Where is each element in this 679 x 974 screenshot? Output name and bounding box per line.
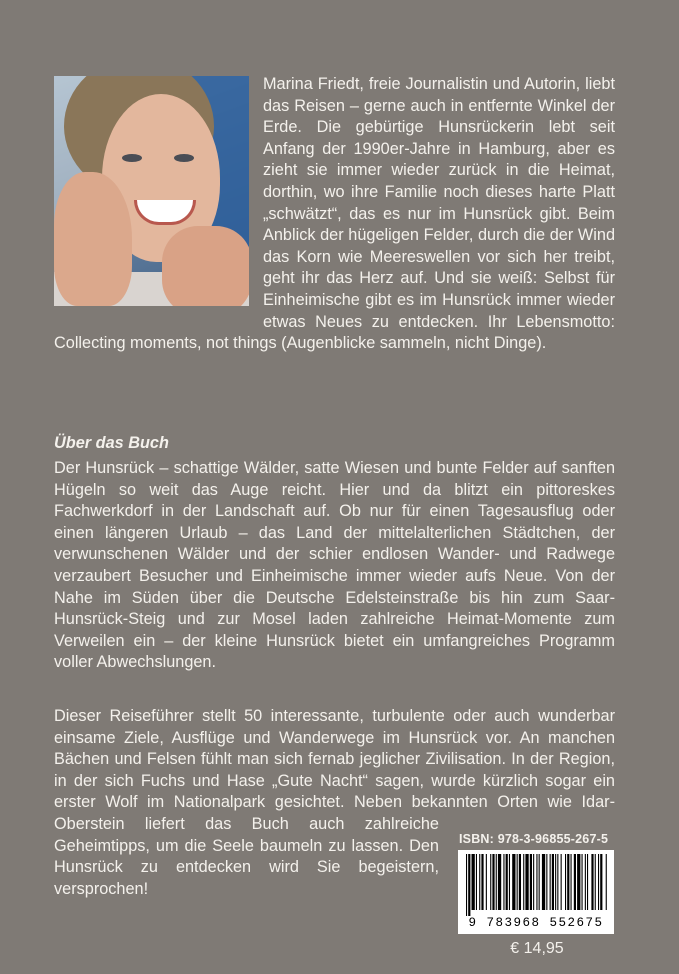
price: € 14,95 bbox=[510, 940, 564, 957]
author-bio-text: Marina Friedt, freie Journalistin und Autorin, liebt das Reisen – gerne auch in entfernte Winkel der Erde. Die gebürtige Hunsrückerin lebt seit Anfang der 1990er-Jahre in Hamburg, aber es zieht sie immer wieder zurück in die Heimat, dorthin, wo ihre Familie noch dieses harte Platt „schwätzt“, das es nur im Hunsrück gibt. Beim Anblick der hügeligen Felder, durch die der Wind das Korn wie Meereswellen vor sich her treibt, geht ihr das Herz auf. Und sie weiß: Selbst für Einheimische gibt es im Hunsrück immer wieder etwas Neues zu entdecken. Ihr Lebensmotto: Collecting moments, not things (Augenblicke sammeln, nicht Dinge). bbox=[54, 75, 615, 353]
about-paragraph-1 bbox=[54, 458, 615, 674]
about-heading: Über das Buch bbox=[54, 434, 169, 452]
isbn-label: ISBN: 978-3-96855-267-5 bbox=[459, 832, 609, 846]
barcode-digits: 9 783968 552675 bbox=[468, 916, 604, 930]
author-bio bbox=[54, 74, 615, 355]
about-paragraph-2-text: Dieser Reiseführer stellt 50 interessante, turbulente oder auch wunderbar einsame Ziele, Ausflüge und Wanderwege im Hunsrück vor. An manchen Bächen und Felsen fühlt man sich fernab jeglicher Zivilisation. In der Region, in der sich Fuchs und Hase „Gute Nacht“ sagen, wurde kürzlich sogar ein erster Wolf im Nationalpark gesichtet. Neben bekannten Orten wie Idar-Oberstein liefert das Buch auch zahlreiche Geheimtipps, um die Seele baumeln zu lassen. Den Hunsrück zu entdecken wird Sie begeistern, versprochen! bbox=[54, 707, 615, 898]
about-paragraph-1-text: Der Hunsrück – schattige Wälder, satte Wiesen und bunte Felder auf sanften Hügeln so weit das Auge reicht. Hier und da blitzt ein pittoreskes Fachwerkdorf in der Landschaft auf. Ob nur für einen Tagesausflug oder einen längeren Urlaub – das Land der mittelalterlichen Städtchen, der verwunschenen Wälder und der schier endlosen Wander- und Radwege verzaubert Besucher und Einheimische immer wieder aufs Neue. Von der Nahe im Süden über die Deutsche Edelsteinstraße bis hin zum Saar-Hunsrück-Steig und zur Mosel laden zahlreiche Heimat-Momente zum Verweilen ein – der kleine Hunsrück bietet ein umfangreiches Programm voller Abwechslungen. bbox=[54, 459, 615, 672]
